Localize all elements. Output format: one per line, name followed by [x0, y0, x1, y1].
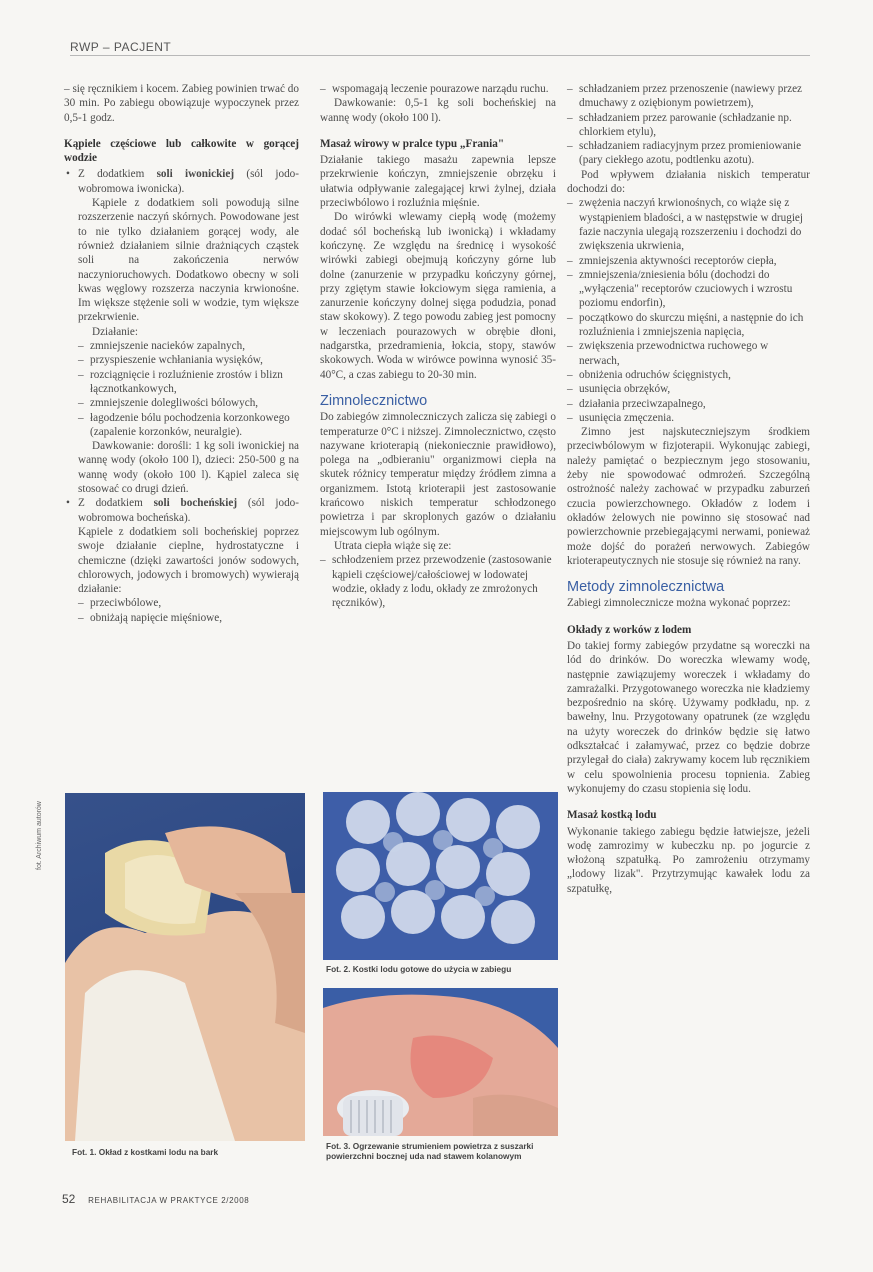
col2-dose: Dawkowanie: 0,5-1 kg soli bocheńskiej na wannę wody (około 100 l).: [320, 97, 556, 124]
list-item: – zmniejszenia/zniesienia bólu (dochodzi do „wyłączenia" receptorów czuciowych i wzrostu poziomu endorfin),: [567, 268, 810, 311]
list-item: – schładzaniem przez parowanie (schładzanie np. chlorkiem etylu),: [567, 111, 810, 140]
col2-paragraph-1: Działanie takiego masażu zapewnia lepsze przekrwienie kończyn, zmniejszenie obrzęku i ułatwia odpływanie zalegającej krwi żylnej, działa przeciwbólowo i rozluźnia mięśnie.: [320, 154, 556, 210]
magazine-title: REHABILITACJA W PRAKTYCE 2/2008: [88, 1196, 250, 1205]
col3-paragraph-2: Zimno jest najskuteczniejszym środkiem przeciwbólowym w fizjoterapii. Wykonując zabiegi, należy pamiętać o bezpiecznym jego stosowaniu, żeby nie spowodować odmrożeń. Szczególną ostrożność należy zachować w przypadku zaburzeń czucia powierzchownego. Okładów z lodem i okładów żelowych nie powinno się stosować nad powierzchownie przebiegającymi nerwami, ponieważ może dojść do porażeń nerwowych. Zabiegów krioterapeutycznych nie stosuje się również na rany.: [567, 426, 810, 567]
photo-ice-pack-shoulder: [65, 793, 305, 1141]
col2-heading-1: Masaż wirowy w pralce typu „Frania": [320, 137, 505, 150]
col1-effects-list: [78, 339, 299, 439]
list-item: – zwiększenia przewodnictwa ruchowego w nerwach,: [567, 339, 810, 368]
col3-list-2: [567, 196, 810, 425]
col1-bullet-1: • Z dodatkiem soli iwonickiej (sól jodo-wobromowa iwonicka). Kąpiele z dodatkiem soli powodują silne rozszerzenie naczyń skórnych. Powodowane jest to nie tylko działaniem gorącej wody, ale również działaniem silnie drażniących cząstek soli na zakończenia nerwów naczynioruchowych. Dodatkowo obecny w soli kwas węglowy rozszerza naczynia krwionośne. Im większe stężenie soli w wodzie, tym większe przekrwienie. Działanie: – zmniejszenie nacieków zapalnych, – przyspieszenie wchłaniania wysięków, – rozciągnięcie i rozluźnienie zrostów i blizn łącznotkankowych, – zmniejszenie dolegliwości bólowych, – łagodzenie bólu pochodzenia korzonkowego (zapalenie korzonków, neuralgie). Dawkowanie: dorośli: 1 kg soli iwonickiej na wannę wody (około 100 l), dzieci: 250-500 g na wannę wody (około 100 l). Kąpiel zaleca się stosować co drugi dzień.: [64, 167, 299, 496]
column-3: [567, 82, 810, 896]
list-item: – zmniejszenie nacieków zapalnych,: [78, 339, 299, 353]
photo-credit: fot. Archiwum autorów: [36, 801, 43, 870]
col2-list-continued: [320, 82, 556, 96]
col3-paragraph-5: Wykonanie takiego zabiegu będzie łatwiejsze, jeżeli wodę zamrozimy w kubeczku np. po jogurcie z włożoną szpatułką. Po zamrożeniu otrzymamy „lodowy lizak". Przytrzymując kawałek lodu za szpatułkę,: [567, 825, 810, 895]
col1-heading-1: Kąpiele częściowe lub całkowite w gorącej wodzie: [64, 137, 299, 165]
photo-ice-cubes: [323, 792, 558, 960]
col1-bullet-1-text: Kąpiele z dodatkiem soli powodują silne rozszerzenie naczyń skórnych. Powodowane jest to nie tylko działaniem gorącej wody, ale również działaniem silnie drażniących cząstek soli na zakończenia nerwów naczynioruchowych. Dodatkowo obecny w soli kwas węglowy rozszerza naczynia krwionośne. Im większe stężenie soli w wodzie, tym większe przekrwienie.: [78, 197, 299, 324]
col1-bullet-2: • Z dodatkiem soli bocheńskiej (sól jodo-wobromowa bocheńska). Kąpiele z dodatkiem soli bocheńskiej poprzez swoje działanie cieplne, hydrostatyczne i chemiczne (dzięki zawartości jonów sodowych, chlorowych, jodowych i bromowych) wywierają działanie: – przeciwbólowe, – obniżają napięcie mięśniowe,: [64, 496, 299, 625]
list-item: – usunięcia obrzęków,: [567, 382, 810, 396]
list-item: – obniżają napięcie mięśniowe,: [78, 611, 299, 625]
col3-heading-methods: Metody zimnolecznictwa: [567, 579, 725, 596]
col1-dose: Dawkowanie: dorośli: 1 kg soli iwonickiej na wannę wody (około 100 l), dzieci: 250-500 g na wannę wody (około 100 l). Kąpiel zaleca się stosować co drugi dzień.: [78, 440, 299, 496]
list-item: – przeciwbólowe,: [78, 596, 299, 610]
photo-hair-dryer-thigh: [323, 988, 558, 1136]
list-item: – łagodzenie bólu pochodzenia korzonkowego (zapalenie korzonków, neuralgie).: [78, 411, 299, 440]
col3-heading-ice-massage: Masaż kostką lodu: [567, 809, 657, 822]
list-item: – działania przeciwzapalnego,: [567, 397, 810, 411]
list-item: – obniżenia odruchów ścięgnistych,: [567, 368, 810, 382]
col2-paragraph-4: Utrata ciepła wiąże się ze:: [334, 539, 452, 552]
list-item: – zmniejszenia aktywności receptorów ciepła,: [567, 254, 810, 268]
list-item: – schładzaniem radiacyjnym przez promieniowanie (pary ciekłego azotu, podtlenku azotu).: [567, 139, 810, 168]
col1-effects-list-2: [78, 596, 299, 625]
col2-paragraph-3: Do zabiegów zimnoleczniczych zalicza się zabiegi o temperaturze 0°C i niższej. Zimnolecznictwo, często nazywane krioterapią (niekoniecznie prawidłowo), polega na „odbieraniu" organizmowi ciepła na skutek różnicy temperatur między źródłem zimna a organizmem. Istotą krioterapii jest zastosowanie krańcowo niskich temperatur schłodzonego powietrza i par skroplonych gazów o działaniu miejscowym lub ogólnym.: [320, 411, 556, 538]
col1-paragraph-1: – się ręcznikiem i kocem. Zabieg powinien trwać do 30 min. Po zabiegu obowiązuje wypoczynek przez 0,5-1 godz.: [64, 83, 299, 124]
col3-paragraph-3: Zabiegi zimnolecznicze można wykonać poprzez:: [567, 597, 791, 610]
col3-heading-ice-bags: Okłady z worków z lodem: [567, 623, 692, 636]
page-footer: [62, 1192, 249, 1206]
photo-2-caption: Fot. 2. Kostki lodu gotowe do użycia w zabiegu: [326, 964, 512, 974]
page-number: 52: [62, 1192, 76, 1206]
col2-paragraph-2: Do wirówki wlewamy ciepłą wodę (możemy dodać sól bocheńską lub iwonicką) i wkładamy kończynę. Ze względu na średnicę i wysokość wirówki zabiegi obejmują kończyny górne lub dolne (zanurzenie w przypadku kończyny górnej, przy zgiętym stawie łokciowym sięga ramienia, a zanurzenie kończyny dolnej sięga podudzia, ponad staw skokowy). Z tego powodu zabieg jest pomocny w leczeniach pourazowych w obrębie dłoni, nadgarstka, przedramienia, łokcia, stopy, stawów skokowych. Woda w wirówce powinna wynosić 35-40°C, a czas zabiegu to 20-30 min.: [320, 211, 556, 381]
photo-3-caption: Fot. 3. Ogrzewanie strumieniem powietrza z suszarki powierzchni bocznej uda nad stawem kolanowym: [326, 1141, 534, 1161]
col1-bullet-2-text: Kąpiele z dodatkiem soli bocheńskiej poprzez swoje działanie cieplne, hydrostatyczne i chemiczne (dzięki zawartości jonów sodowych, chlorowych, jodowych i bromowych) wywierają działanie:: [78, 525, 299, 596]
list-item: – wspomagają leczenie pourazowe narządu ruchu.: [320, 82, 556, 96]
list-item: – schłodzeniem przez przewodzenie (zastosowanie kąpieli częściowej/całościowej w lodowatej wodzie, okłady z lodu, okłady ze zmrożonych ręczników),: [320, 553, 556, 610]
list-item: – zwężenia naczyń krwionośnych, co wiąże się z wystąpieniem bladości, a w następstwie w drugiej fazie naczynia ulegają rozszerzeniu i dochodzi do zwiększenia ukrwienia,: [567, 196, 810, 253]
list-item: – zmniejszenie dolegliwości bólowych,: [78, 396, 299, 410]
salt-name-iwonicka: soli iwonickiej: [156, 168, 235, 181]
col2-heading-2: Zimnolecznictwo: [320, 392, 428, 409]
col3-paragraph-1: Pod wpływem działania niskich temperatur dochodzi do:: [567, 168, 810, 196]
photo-2-illustration: [323, 792, 558, 960]
list-item: – schładzaniem przez przenoszenie (nawiewy przez dmuchawy z oziębionym powietrzem),: [567, 82, 810, 111]
column-1: [64, 82, 299, 625]
col2-list: [320, 553, 556, 610]
list-item: – początkowo do skurczu mięśni, a następnie do ich rozluźnienia i zmniejszenia napięcia,: [567, 311, 810, 340]
column-2: [320, 82, 556, 610]
list-item: – rozciągnięcie i rozluźnienie zrostów i blizn łącznotkankowych,: [78, 368, 299, 397]
photo-1-illustration: [65, 793, 305, 1141]
list-item: – usunięcia zmęczenia.: [567, 411, 810, 425]
section-header: RWP – PACJENT: [70, 40, 172, 54]
col3-list-1: [567, 82, 810, 168]
col1-effects-label: Działanie:: [92, 325, 138, 338]
col3-paragraph-4: Do takiej formy zabiegów przydatne są woreczki na lód do drinków. Do woreczka wlewamy wodę, następnie zawiązujemy woreczek i wkładamy do zamrażalki. Przygotowanego woreczka nie kładziemy bezpośrednio na skórę. Używamy podkładu, np. z bawełny, lnu. Przygotowany opatrunek (ze względu na użyty woreczek do drinków będzie się łatwo odkształcać i załamywać, przez co będzie dobrze przylegał do ciała) zakrywamy kocem lub ręcznikiem w celu spowolnienia procesu topnienia. Zabieg wykonujemy do czasu stopienia się lodu.: [567, 639, 810, 795]
photo-3-illustration: [323, 988, 558, 1136]
salt-name-bochenska: soli bocheńskiej: [153, 497, 238, 510]
list-item: – przyspieszenie wchłaniania wysięków,: [78, 353, 299, 367]
photo-1-caption: Fot. 1. Okład z kostkami lodu na bark: [72, 1147, 219, 1157]
header-rule: [70, 55, 810, 56]
